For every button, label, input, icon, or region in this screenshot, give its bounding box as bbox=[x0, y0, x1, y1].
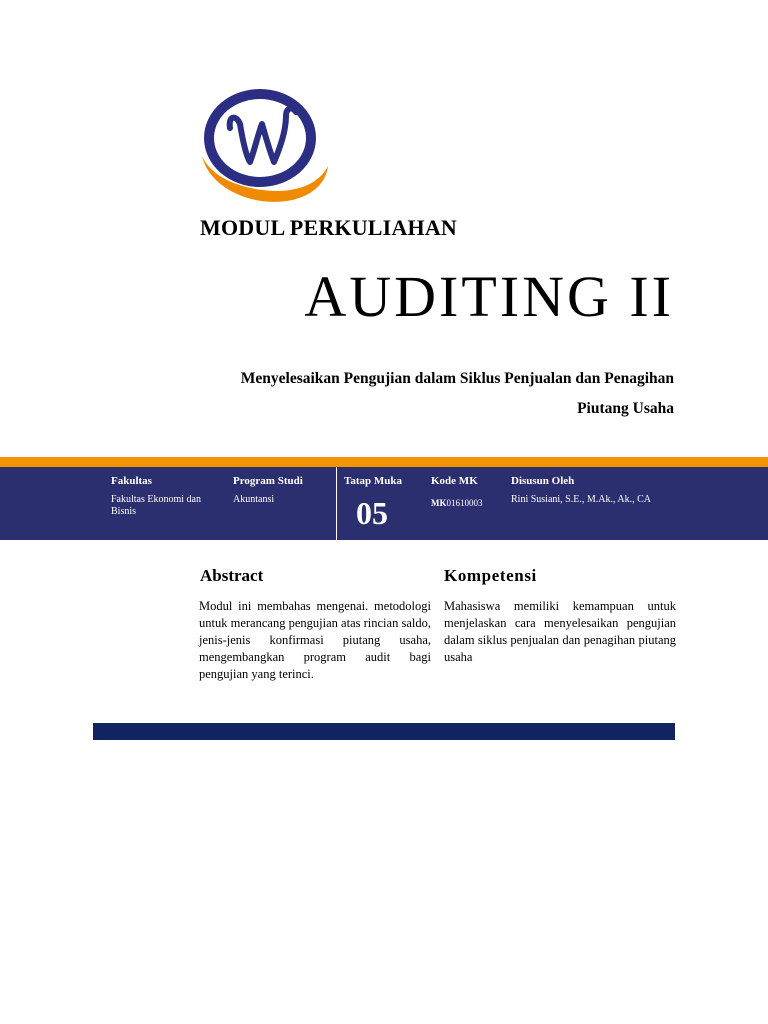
faculty-label: Fakultas bbox=[111, 475, 152, 487]
module-label: MODUL PERKULIAHAN bbox=[200, 215, 458, 240]
orange-stripe bbox=[0, 457, 768, 467]
meeting-number: 05 bbox=[356, 495, 388, 531]
abstract-title: Abstract bbox=[200, 566, 264, 585]
program-label: Program Studi bbox=[233, 475, 303, 487]
faculty-column bbox=[111, 475, 223, 518]
author-label: Disusun Oleh bbox=[511, 475, 575, 487]
module-subtitle: Menyelesaikan Pengujian dalam Siklus Penjualan dan Penagihan Piutang Usaha bbox=[240, 370, 674, 417]
course-title: AUDITING II bbox=[304, 264, 674, 329]
abstract-body: Modul ini membahas mengenai. metodologi untuk merancang pengujian atas rincian saldo, jenis-jenis konfirmasi piutang usaha, mengembangkan program audit bagi pengujian yang terinci. bbox=[199, 599, 431, 681]
competency-body: Mahasiswa memiliki kemampuan untuk menjelaskan cara menyelesaikan pengujian dalam siklus penjualan dan penagihan piutang usaha bbox=[444, 599, 676, 664]
info-band bbox=[0, 467, 768, 540]
course-code-prefix: MK bbox=[431, 498, 447, 508]
meeting-column bbox=[344, 475, 402, 487]
course-code-label: Kode MK bbox=[431, 475, 478, 487]
program-value: Akuntansi bbox=[233, 494, 275, 505]
university-logo-icon bbox=[196, 86, 330, 208]
faculty-value: Fakultas Ekonomi dan Bisnis bbox=[111, 494, 201, 517]
author-value: Rini Susiani, S.E., M.Ak., Ak., CA bbox=[511, 494, 652, 505]
course-code-value bbox=[431, 498, 483, 508]
meeting-label: Tatap Muka bbox=[344, 475, 402, 487]
course-code-column bbox=[431, 475, 483, 508]
footer-bar bbox=[93, 723, 675, 740]
program-column bbox=[233, 475, 329, 506]
course-code-number: 01610003 bbox=[446, 498, 483, 508]
info-divider bbox=[336, 467, 337, 540]
competency-title: Kompetensi bbox=[444, 566, 537, 585]
author-column bbox=[511, 475, 711, 506]
